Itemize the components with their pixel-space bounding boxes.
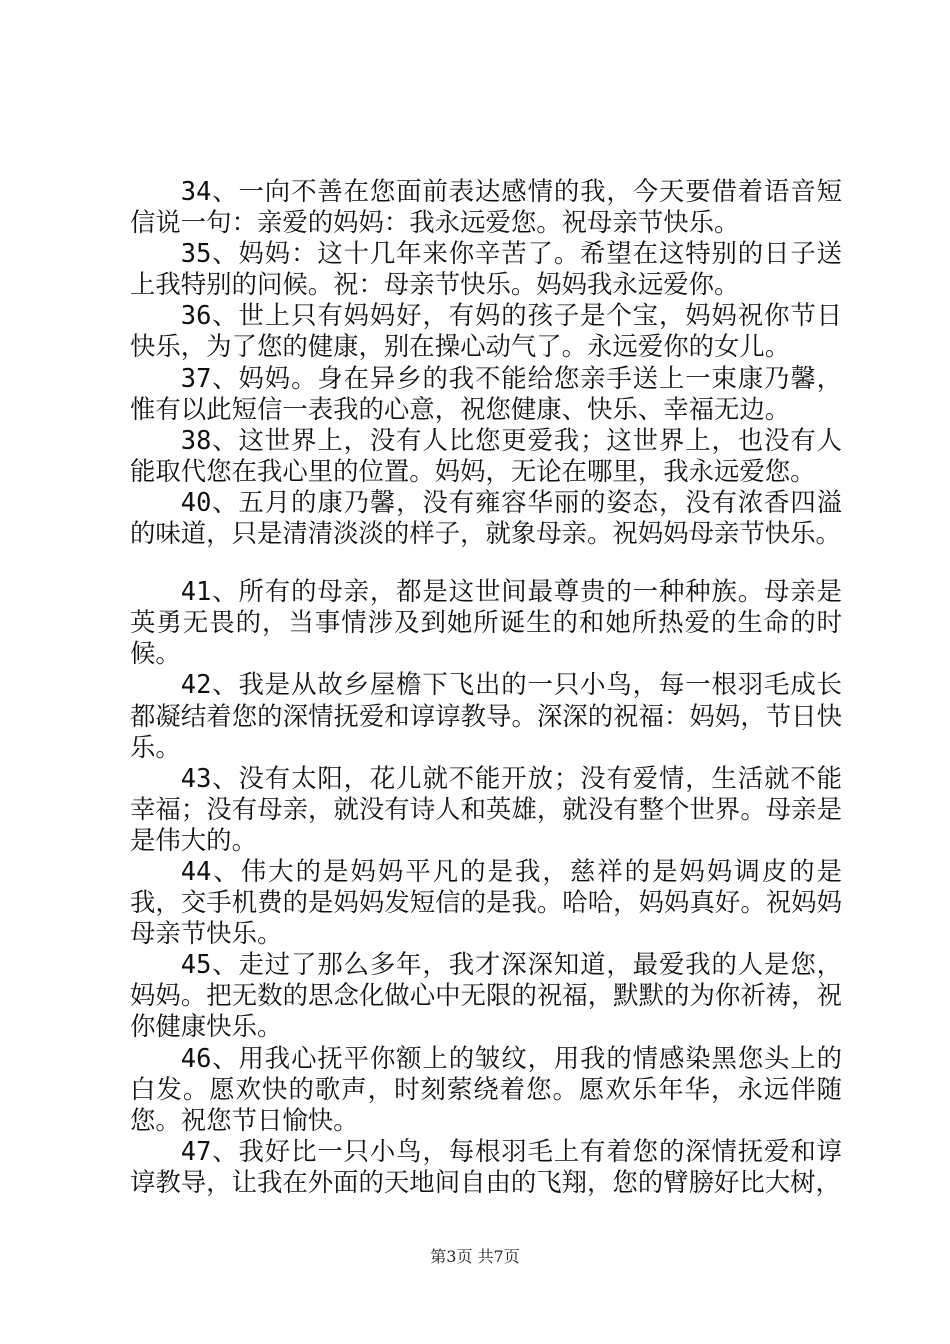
paragraph-41: 41、所有的母亲，都是这世间最尊贵的一种种族。母亲是英勇无畏的，当事情涉及到她所诞生的和她所热爱的生命的时候。 xyxy=(130,576,842,669)
paragraph-38: 38、这世界上，没有人比您更爱我；这世界上，也没有人能取代您在我心里的位置。妈妈，无论在哪里，我永远爱您。 xyxy=(130,424,842,486)
paragraph-47: 47、我好比一只小鸟，每根羽毛上有着您的深情抚爱和谆谆教导，让我在外面的天地间自由的飞翔，您的臂膀好比大树， xyxy=(130,1135,842,1197)
paragraph-45: 45、走过了那么多年，我才深深知道，最爱我的人是您，妈妈。把无数的思念化做心中无限的祝福，默默的为你祈祷，祝你健康快乐。 xyxy=(130,949,842,1042)
paragraph-46: 46、用我心抚平你额上的皱纹，用我的情感染黑您头上的白发。愿欢快的歌声，时刻萦绕着您。愿欢乐年华，永远伴随您。祝您节日愉快。 xyxy=(130,1042,842,1135)
paragraph-44: 44、伟大的是妈妈平凡的是我，慈祥的是妈妈调皮的是我，交手机费的是妈妈发短信的是我。哈哈，妈妈真好。祝妈妈母亲节快乐。 xyxy=(130,855,842,949)
paragraph-42: 42、我是从故乡屋檐下飞出的一只小鸟，每一根羽毛成长都凝结着您的深情抚爱和谆谆教导。深深的祝福：妈妈，节日快乐。 xyxy=(130,669,842,762)
body-text xyxy=(130,176,842,1198)
paragraph-35: 35、妈妈：这十几年来你辛苦了。希望在这特别的日子送上我特别的问候。祝：母亲节快乐。妈妈我永远爱你。 xyxy=(130,238,842,300)
paragraph-40: 40、五月的康乃馨，没有雍容华丽的姿态，没有浓香四溢的味道，只是清清淡淡的样子，就象母亲。祝妈妈母亲节快乐。 xyxy=(130,486,842,549)
paragraph-34: 34、一向不善在您面前表达感情的我，今天要借着语音短信说一句：亲爱的妈妈：我永远爱您。祝母亲节快乐。 xyxy=(130,176,842,238)
paragraph-43: 43、没有太阳，花儿就不能开放；没有爱情，生活就不能幸福；没有母亲，就没有诗人和英雄，就没有整个世界。母亲是是伟大的。 xyxy=(130,762,842,855)
paragraph-37: 37、妈妈。身在异乡的我不能给您亲手送上一束康乃馨，惟有以此短信一表我的心意，祝您健康、快乐、幸福无边。 xyxy=(130,362,842,424)
paragraph-36: 36、世上只有妈妈好，有妈的孩子是个宝，妈妈祝你节日快乐，为了您的健康，别在操心动气了。永远爱你的女儿。 xyxy=(130,300,842,362)
paragraph-gap xyxy=(130,549,842,576)
page-footer: 第3页 共7页 xyxy=(430,1247,520,1266)
